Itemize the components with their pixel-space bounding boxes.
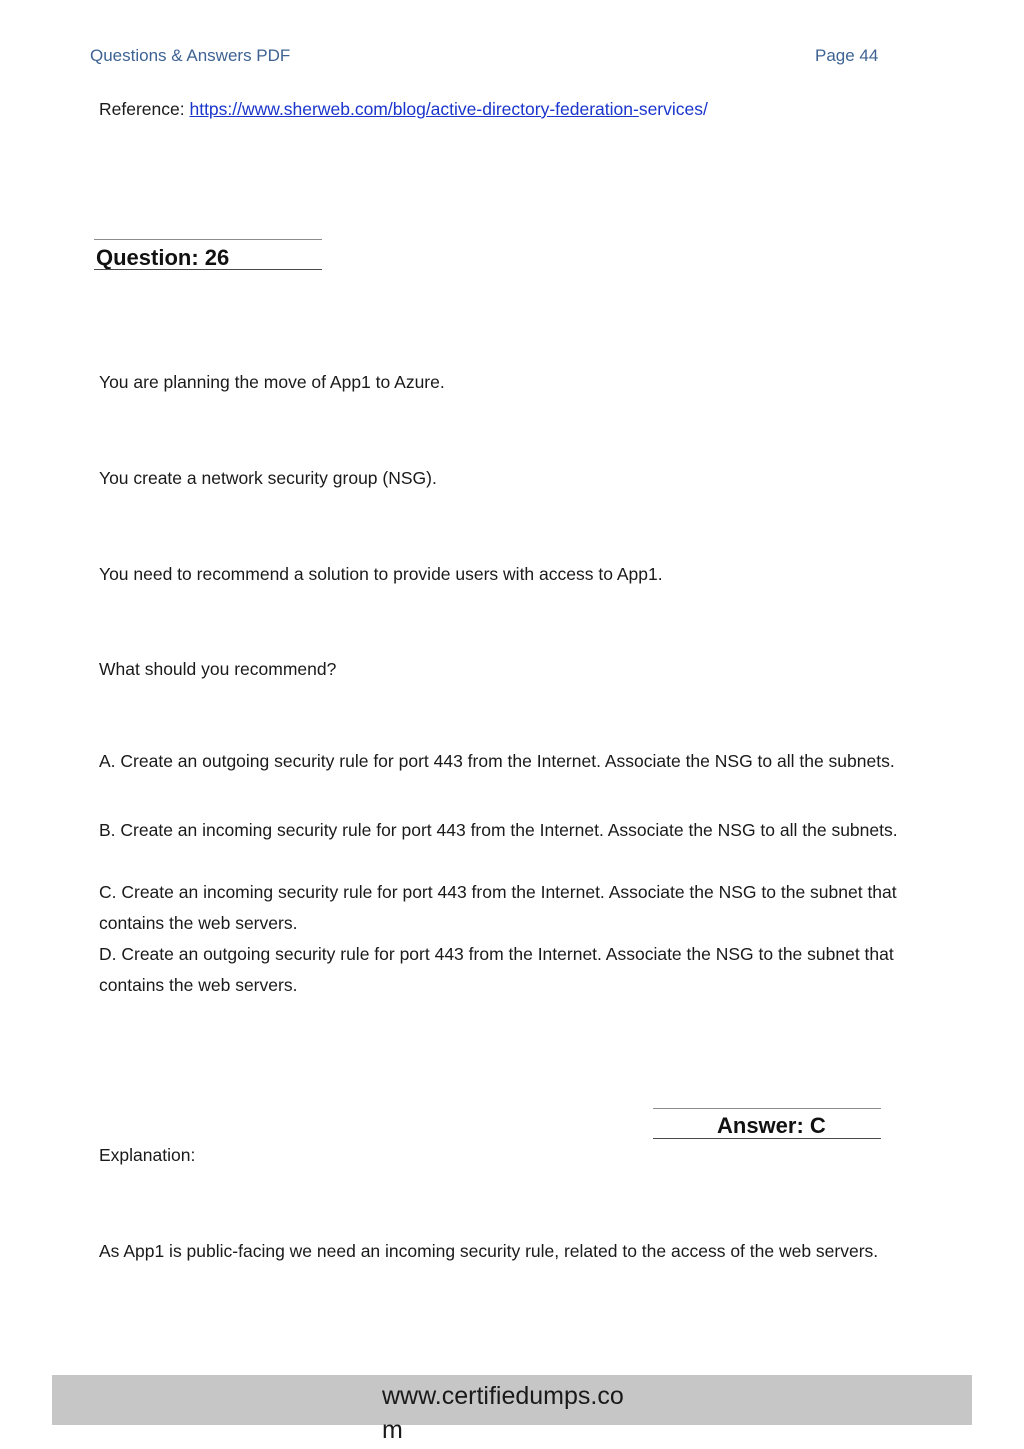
explanation-text: As App1 is public-facing we need an incoming security rule, related to the access of the web servers. [99, 1241, 879, 1261]
question-paragraph: You create a network security group (NSG). [99, 468, 437, 488]
reference-link[interactable]: https://www.sherweb.com/blog/active-directory-federation- [189, 99, 639, 119]
answer-title: Answer: C [717, 1113, 826, 1138]
question-title: Question: 26 [96, 245, 230, 270]
reference-line [99, 99, 708, 120]
option-b: B. Create an incoming security rule for port 443 from the Internet. Associate the NSG to all the subnets. [99, 820, 898, 840]
header-title: Questions & Answers PDF [90, 46, 291, 65]
question-prompt: What should you recommend? [99, 659, 337, 679]
explanation-label: Explanation: [99, 1145, 196, 1165]
question-paragraph: You need to recommend a solution to provide users with access to App1. [99, 564, 663, 584]
question-rule-top [94, 239, 322, 240]
answer-rule-bottom [653, 1138, 881, 1139]
footer-website: www.certifiedumps.com [382, 1382, 624, 1444]
question-paragraph: You are planning the move of App1 to Azure. [99, 372, 445, 392]
option-d: D. Create an outgoing security rule for port 443 from the Internet. Associate the NSG to the subnet that contains the web servers. [99, 944, 894, 995]
question-rule-bottom [94, 269, 322, 270]
answer-rule-top [653, 1108, 881, 1109]
page-number: Page 44 [815, 46, 879, 65]
option-c: C. Create an incoming security rule for port 443 from the Internet. Associate the NSG to the subnet that contains the web servers. [99, 882, 897, 933]
reference-label: Reference: [99, 99, 190, 119]
option-a: A. Create an outgoing security rule for port 443 from the Internet. Associate the NSG to all the subnets. [99, 751, 895, 771]
reference-link-tail[interactable]: services/ [638, 99, 708, 119]
